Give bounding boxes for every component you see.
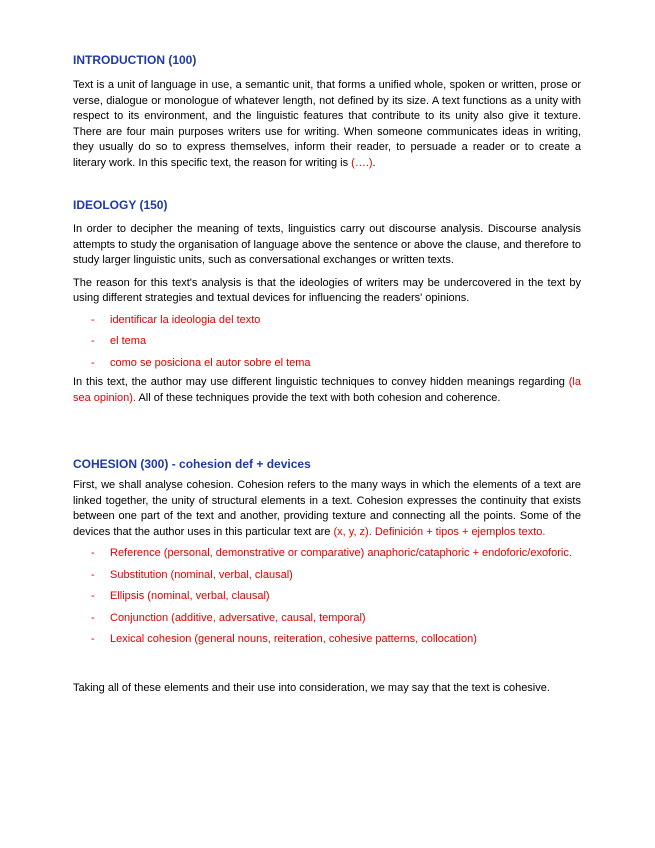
cohesion-device-item: - Ellipsis (nominal, verbal, clausal) [91, 590, 270, 602]
cohesion-device-item: - Reference (personal, demonstrative or comparative) anaphoric/cataphoric + endoforic/exoforic. [91, 547, 572, 559]
ideology-paragraph-1: In order to decipher the meaning of texts, linguistics carry out discourse analysis. Discourse analysis attempts to study the organisation of language above the sentence or above the clause, and therefore to study larger linguistic units, such as conversational exchanges or written texts. [73, 223, 581, 266]
cohesion-device-item: - Substitution (nominal, verbal, clausal) [91, 568, 293, 581]
introduction-end: . [372, 156, 376, 169]
ideology-list-item: - como se posiciona el autor sobre el tema [91, 356, 311, 369]
cohesion-devices-list [73, 546, 581, 648]
ideology-list [73, 313, 581, 372]
cohesion-device-item: - Conjunction (additive, adversative, causal, temporal) [91, 611, 366, 624]
introduction-paragraph [73, 78, 581, 171]
cohesion-heading: COHESION (300) - cohesion def + devices [73, 457, 311, 471]
cohesion-conclusion: Taking all of these elements and their use into consideration, we may say that the text is cohesive. [73, 681, 550, 694]
ideology-list-item: - identificar la ideologia del texto [91, 313, 261, 326]
ideology-paragraph-2: The reason for this text's analysis is that the ideologies of writers may be undercovered in the text by using different strategies and textual devices for influencing the readers' opinions. [73, 276, 581, 304]
cohesion-paragraph: First, we shall analyse cohesion. Cohesion refers to the many ways in which the elements of a text are linked together, the unity of structural elements in a text. Cohesion expresses the continuity that exists between one part of the text and another, providing texture and connecting all the points. Some of the devices that the author uses in this particular text are (x, y, z). Definición + tipos + ejemplos texto. [73, 479, 581, 538]
document-page [73, 52, 581, 696]
reason-placeholder: (….) [351, 156, 373, 169]
ideology-paragraph-3: In this text, the author may use different linguistic techniques to convey hidden meanings regarding (la sea opinion). All of these techniques provide the text with both cohesion and coherence. [73, 376, 581, 404]
introduction-text: Text is a unit of language in use, a semantic unit, that forms a unified whole, spoken or written, prose or verse, dialogue or monologue of whatever length, not defined by its size. A text functions as a unity with respect to its environment, and the linguistic features that contribute to its unity also give it texture. There are four main purposes writers use for writing. When someone communicates ideas in writing, they usually do so to express themselves, inform their reader, to persuade a reader or to create a literary work. In this specific text, the reason for writing is [73, 79, 581, 169]
ideology-heading: IDEOLOGY (150) [73, 198, 168, 212]
devices-placeholder: (x, y, z). Definición + tipos + ejemplos texto. [333, 525, 546, 538]
introduction-heading: INTRODUCTION (100) [73, 53, 197, 67]
opinion-placeholder: (la sea opinion). [73, 376, 581, 404]
cohesion-device-item: - Lexical cohesion (general nouns, reiteration, cohesive patterns, collocation) [91, 633, 477, 645]
ideology-list-item: - el tema [91, 335, 147, 347]
